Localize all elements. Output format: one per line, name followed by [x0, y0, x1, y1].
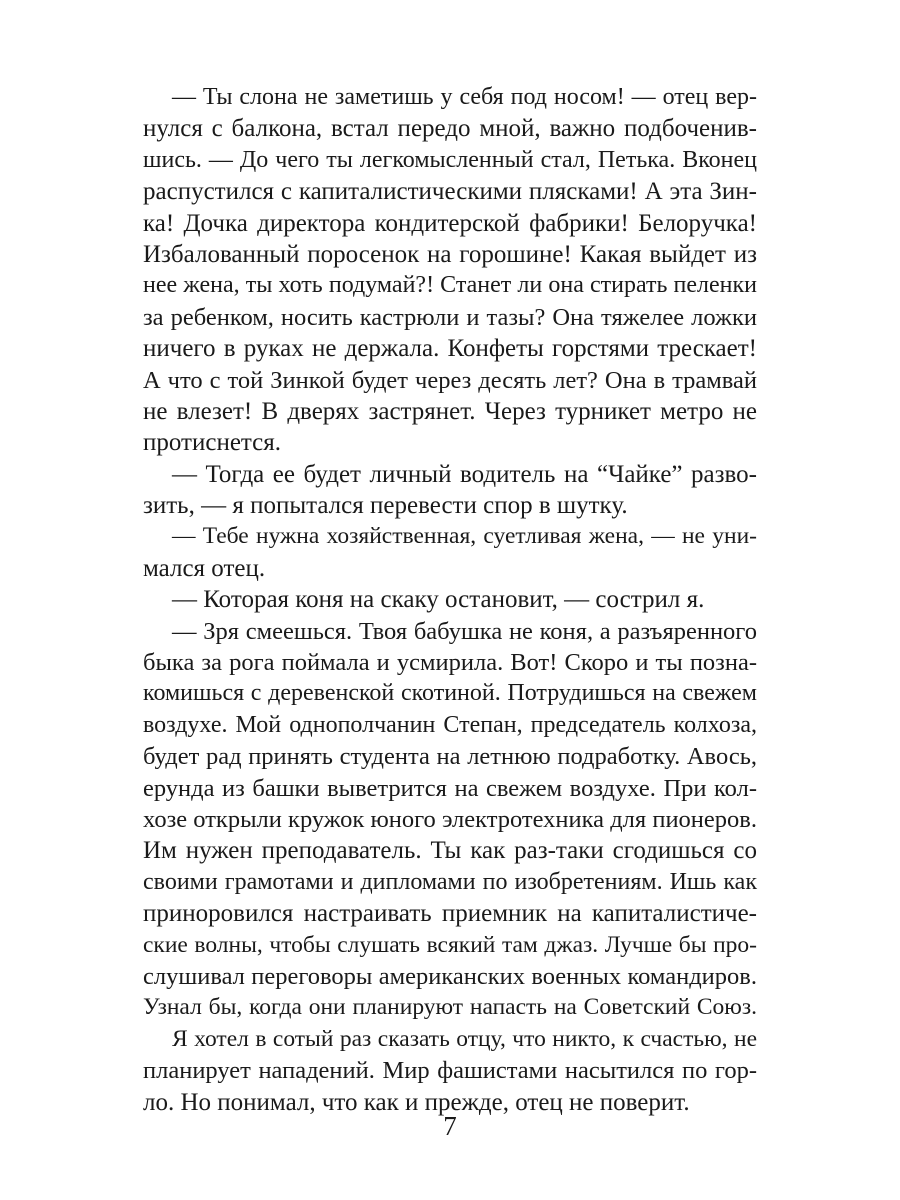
- text-line: шись. — До чего ты легкомысленный стал, Петька. Вконец: [143, 146, 757, 173]
- text-line: А что с той Зинкой будет через десять лет? Она в трамвай: [143, 366, 757, 394]
- text-line: ло. Но понимал, что как и прежде, отец не поверит.: [143, 1088, 690, 1116]
- text-line: за ребенком, носить кастрюли и тазы? Она тяжелее ложки: [143, 303, 757, 331]
- text-line: быка за рога поймала и усмирила. Вот! Скоро и ты позна-: [143, 649, 757, 677]
- paragraph: [143, 584, 757, 615]
- paragraph: [143, 1024, 757, 1118]
- text-line: воздухе. Мой однополчанин Степан, председатель колхоза,: [143, 711, 757, 738]
- text-line: ка! Дочка директора кондитерской фабрики! Белоручка!: [143, 209, 757, 237]
- text-line: — Тогда ее будет личный водитель на “Чайке” разво-: [172, 460, 757, 488]
- text-line: мался отец.: [143, 554, 266, 582]
- text-line: зить, — я попытался перевести спор в шутку.: [143, 492, 628, 520]
- paragraph: [143, 459, 757, 522]
- page-number: 7: [443, 1111, 457, 1141]
- text-line: Им нужен преподаватель. Ты как раз-таки сгодишься со: [143, 837, 757, 865]
- text-line: распустился с капиталистическими плясками! А эта Зин-: [143, 178, 757, 206]
- text-line: своими грамотами и дипломами по изобретениям. Ишь как: [143, 868, 757, 895]
- text-line: Я хотел в сотый раз сказать отцу, что никто, к счастью, не: [172, 1025, 757, 1052]
- text-line: комишься с деревенской скотиной. Потрудишься на свежем: [143, 680, 757, 707]
- text-line: нее жена, ты хоть подумай?! Станет ли она стирать пеленки: [143, 272, 757, 299]
- text-line: планирует нападений. Мир фашистами насытился по гор-: [143, 1057, 757, 1085]
- text-line: нулся с балкона, встал передо мной, важно подбоченив-: [143, 115, 757, 143]
- text-line: не влезет! В дверях застрянет. Через турникет метро не: [143, 397, 757, 425]
- text-line: Узнал бы, когда они планируют напасть на Советский Союз.: [143, 994, 757, 1021]
- text-line: ерунда из башки выветрится на свежем воздухе. При кол-: [143, 774, 757, 802]
- paragraph: [143, 521, 757, 584]
- text-line: приноровился настраивать приемник на капиталистиче-: [143, 900, 757, 928]
- text-line: — Зря смеешься. Твоя бабушка не коня, а разъяренного: [172, 617, 757, 645]
- paragraph: [143, 82, 757, 459]
- text-line: — Которая коня на скаку остановит, — сострил я.: [172, 586, 705, 614]
- text-line: Избалованный поросенок на горошине! Какая выйдет из: [143, 240, 757, 268]
- text-line: ничего в руках не держала. Конфеты горстями трескает!: [143, 335, 757, 363]
- text-line: — Ты слона не заметишь у себя под носом! — отец вер-: [172, 84, 757, 110]
- text-line: хозе открыли кружок юного электротехника для пионеров.: [143, 805, 757, 833]
- paragraph: [143, 616, 757, 1024]
- text-line: слушивал переговоры американских военных командиров.: [143, 962, 757, 990]
- text-line: — Тебе нужна хозяйственная, суетливая жена, — не уни-: [172, 523, 757, 550]
- text-line: ские волны, чтобы слушать всякий там джаз. Лучше бы про-: [143, 931, 757, 958]
- page-text: [143, 82, 757, 1118]
- text-line: протиснется.: [143, 429, 282, 457]
- text-line: будет рад принять студента на летнюю подработку. Авось,: [143, 743, 757, 771]
